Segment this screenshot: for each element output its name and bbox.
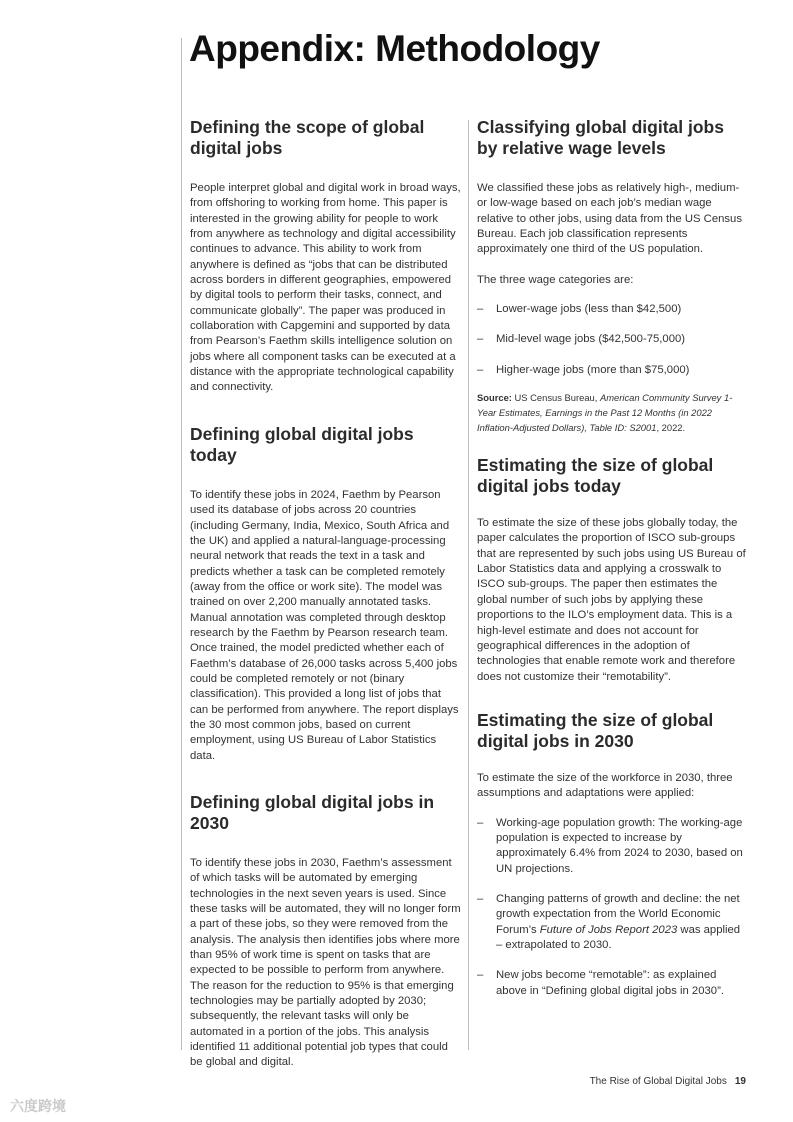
list-item: – Higher-wage jobs (more than $75,000) (477, 363, 749, 378)
dash-bullet: – (477, 303, 484, 316)
section-body: To identify these jobs in 2030, Faethm’s assessment of which tasks will be automated by emerging technologies in the next seven years is used. Since these tasks will be automated, they will no longer form a part of these jobs, so they were removed from the analysis. The analysis then identifies jobs where more than 95% of work time is spent on tasks that are expected to be possible to perform from anywhere. The reason for the reduction to 95% is that emerging technologies may be partially adopted by 2030; subsequently, the relevant tasks will only be automated in a portion of the jobs. This analysis identified 11 additional potential job types that could be global and digital. (190, 857, 461, 1069)
footer-title: The Rise of Global Digital Jobs (589, 1076, 727, 1087)
page-footer (590, 1076, 746, 1087)
section-intro: To estimate the size of the workforce in 2030, three assumptions and adaptations were applied: (477, 771, 733, 800)
section-size-2030 (477, 710, 749, 999)
page-number: 19 (734, 1076, 746, 1087)
left-margin-rule (181, 38, 182, 1050)
column-divider-rule (468, 120, 469, 1050)
source-citation: Source: US Census Bureau, American Community Survey 1-Year Estimates, Earnings in the Past 12 Months (in 2022 Inflation-Adjusted Dollars), Table ID: S2001, 2022. (477, 392, 733, 434)
assumption-list (477, 816, 749, 999)
dash-bullet: – (477, 892, 484, 905)
dash-bullet: – (477, 333, 484, 346)
section-body: To identify these jobs in 2024, Faethm by Pearson used its database of jobs across 20 countries (including Germany, India, Mexico, South Africa and the UK) and applied a natural-language-processing neural network that reads the text in a task and predicts whether a task can be completed remotely (away from the office or work site). The model was trained on over 2,200 manually annotated tasks. Manual annotation was completed through desktop research by the Faethm by Pearson research team. Once trained, the model predicted whether each of Faethm’s database of 26,000 tasks across 5,400 jobs could be completed remotely or not (binary classification). This provided a long list of jobs that can be performed from anywhere. The report displays the 30 most common jobs, based on current employment, using US Bureau of Labor Statistics data. (190, 488, 459, 762)
section-body: To estimate the size of these jobs globally today, the paper calculates the proportion of ISCO sub-groups that are represented by such jobs using US Bureau of Labor Statistics data and applying a crosswalk to ISCO sub-groups. The paper then estimates the global number of such jobs by applying these proportions to the ILO’s employment data. This is a high-level estimate and does not account for geographical differences in the adoption of technologies that enable remote work and therefore does not customize their “remotability”. (477, 517, 746, 683)
page-title: Appendix: Methodology (189, 28, 600, 69)
right-column (477, 117, 749, 999)
dash-bullet: – (477, 363, 484, 376)
section-body: People interpret global and digital work in broad ways, from offshoring to working from home. This paper is interested in the growing ability for people to work from anywhere as technology and digital accessibility continues to advance. This ability to work from anywhere is defined as “jobs that can be distributed across borders in different geographies, empowered by digital tools to perform their tasks, connect, and communicate globally”. The paper was produced in collaboration with Capgemini and supported by data from Pearson’s Faethm skills intelligence solution on jobs where all component tasks can be executed at a distance with the appropriate technological capability and connectivity. (190, 182, 461, 394)
section-jobs-today (190, 424, 462, 764)
list-item: – Mid-level wage jobs ($42,500-75,000) (477, 332, 749, 347)
dash-bullet: – (477, 816, 484, 829)
list-item: – Changing patterns of growth and decline: the net growth expectation from the World Economic Forum’s Future of Jobs Report 2023 was applied – extrapolated to 2030. (477, 892, 741, 951)
wage-category-list (477, 302, 749, 378)
section-heading: Defining global digital jobs today (190, 423, 414, 465)
section-scope (190, 117, 462, 396)
left-column (190, 117, 462, 1071)
section-body: We classified these jobs as relatively high-, medium- or low-wage based on each job’s median wage relative to other jobs, using data from the US Census Bureau. Each job classification represents approximately one third of the US population. (477, 182, 742, 256)
section-heading: Classifying global digital jobs by relative wage levels (477, 117, 724, 158)
section-heading: Defining global digital jobs in 2030 (190, 792, 435, 833)
dash-bullet: – (477, 969, 484, 982)
section-size-today (477, 455, 749, 685)
section-wage-levels (477, 117, 749, 435)
section-heading: Estimating the size of global digital jobs today (477, 455, 714, 497)
section-heading: Estimating the size of global digital jobs in 2030 (477, 709, 714, 751)
list-item: – Working-age population growth: The working-age population is expected to increase by approximately 6.4% from 2024 to 2030, based on UN projections. (477, 816, 743, 875)
section-jobs-2030 (190, 792, 462, 1071)
section-heading: Defining the scope of global digital jobs (190, 117, 425, 158)
watermark-logo: 六度跨境 (10, 1098, 66, 1114)
list-item: – New jobs become “remotable”: as explained above in “Defining global digital jobs in 2030”. (477, 969, 724, 997)
list-item: – Lower-wage jobs (less than $42,500) (477, 302, 749, 317)
wage-categories-intro: The three wage categories are: (477, 273, 634, 286)
